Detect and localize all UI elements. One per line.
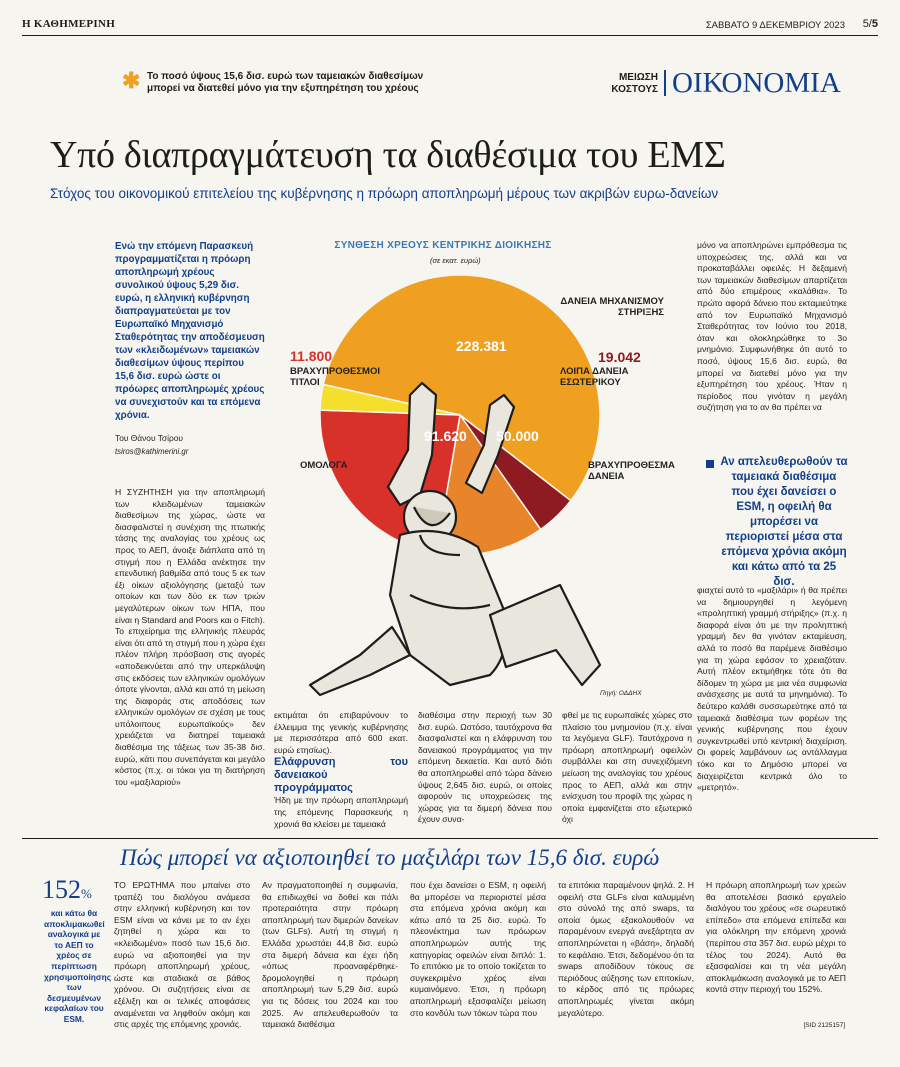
section-divider bbox=[664, 70, 666, 96]
page-number-value: 5 bbox=[871, 18, 878, 30]
pullquote: Αν απελευθερωθούν τα ταμειακά διαθέσιμα που έχει δανείσει ο ESM, η οφειλή θα μπορέσει να περιοριστεί μέσα στα επόμενα χρόνια ακόμη και κάτω από τα 25 δισ. bbox=[720, 456, 848, 588]
column-5b bbox=[697, 585, 847, 830]
box-column-3-text: που έχει δανείσει ο ESM, η οφειλή θα μπορέσει να περιοριστεί μέσα στα επόμενα χρόνια ακόμη και κάτω από τα 25 δισ. ευρώ. Το πλεονέκτημα των πρόωρων αποπληρωμών αυτής της κατηγορίας οφειλών είναι διπλό: 1. Το επιτόκιο με το οποίο τοκίζεται το συγκεκριμένο χρέος είναι κυμαινόμενο. Έτσι, η πρόωρη αποπληρωμή εξασφαλίζει μείωση στο κονδύλι των τόκων τώρα που bbox=[410, 880, 546, 1018]
slice-label-mechanism: ΔΑΝΕΙΑ ΜΗΧΑΝΙΣΜΟΥ ΣΤΗΡΙΞΗΣ bbox=[560, 296, 664, 318]
kicker bbox=[588, 72, 658, 96]
header-rule bbox=[22, 35, 878, 36]
box-column-5 bbox=[706, 880, 846, 1010]
box-column-1-text: ΤΟ ΕΡΩΤΗΜΑ που μπαίνει στο τραπέζι του διαλόγου ανάμεσα στην ελληνική κυβέρνηση και τον ESM είναι να κάνει με το αν έχει ζητηθεί η χώρα και το «κλειδωμένο» ποσό των 15,6 δισ. ευρώ να αξιοποιηθεί για την πρόωρη αποπληρωμή χρέους, ώστε και σταδιακά σε βάθος χρόνου. Οι συζητήσεις είναι σε εξέλιξη και οι τελικές αποφάσεις αναμένεται να ληφθούν ακόμη και στις αρχές της επόμενης χρονιάς. bbox=[114, 880, 250, 1030]
kicker-line2: ΚΟΣΤΟΥΣ bbox=[611, 84, 658, 95]
column-4 bbox=[562, 710, 692, 830]
kicker-line1: ΜΕΙΩΣΗ bbox=[618, 72, 658, 83]
headline: Υπό διαπραγμάτευση τα διαθέσιμα του ΕΜΣ bbox=[50, 134, 726, 176]
column-1-text: Η ΣΥΖΗΤΗΣΗ για την αποπληρωμή των κλειδωμένων ταμειακών διαθεσίμων της χώρας, ώστε να διασφαλιστεί η συνέχιση της πτωτικής τάσης της αναλογίας του χρέους ως προς το ΑΕΠ, άνοιξε διάπλατα από τη στιγμή που η Ελλάδα ανέκτησε την επενδυτική βαθμίδα από τους 5 εκ των έξι οίκων αξιολόγησης (μεταξύ των οποίων και των δύο εκ των τριών μεγαλύτερων οίκων των ΗΠΑ, που είναι η Standard and Poors και ο Fitch). Το επιχείρημα της ελληνικής πλευράς είναι ότι από τη στιγμή που η χώρα έχει πλέον πλήρη πρόσβαση στις αγορές «αποδεικνύεται από την υπερκάλυψη στις εκδόσεις των ελληνικών ομολόγων όποτε γίνονται, αλλά και από τη μείωση της διαφοράς στις αποδόσεις των ελληνικών ομολόγων σε σχέση με τους υπόλοιπους ευρωπαϊκούς» δεν χρειάζεται να διατηρεί ταμειακά διαθέσιμα της τάξεως των 35-38 δισ. ευρώ, κάτι που συνεπάγεται και μεγάλο κόστος (π.χ. οι τόκοι για τη διατήρηση του «μαξιλαριού» bbox=[115, 487, 265, 787]
box-rule bbox=[22, 838, 878, 839]
slice-label-shortterm-loans: ΒΡΑΧΥΠΡΟΘΕΣΜΑ ΔΑΝΕΙΑ bbox=[588, 460, 675, 482]
masthead: Η ΚΑΘΗΜΕΡΙΝΗ bbox=[22, 18, 116, 30]
teaser: Το ποσό ύψους 15,6 δισ. ευρώ των ταμειακών διαθεσίμων μπορεί να διατεθεί μόνο για την εξυπηρέτηση του χρέους bbox=[147, 71, 424, 94]
slice-value-mechanism: 228.381 bbox=[456, 338, 507, 354]
slice-label-bonds: ΟΜΟΛΟΓΑ bbox=[300, 460, 348, 471]
slice-label-domestic: ΛΟΙΠΑ ΔΑΝΕΙΑ ΕΣΩΤΕΡΙΚΟΥ bbox=[560, 366, 629, 388]
column-3 bbox=[418, 710, 552, 830]
stat-value bbox=[42, 876, 92, 908]
section-title: ΟΙΚΟΝΟΜΙΑ bbox=[672, 67, 841, 99]
column-1 bbox=[115, 487, 265, 830]
column-2-subhead: Ελάφρυνση του δανειακού προγράμματος bbox=[274, 756, 408, 795]
pullquote-square-icon bbox=[706, 460, 714, 468]
box-column-1 bbox=[114, 880, 250, 1030]
pie-chart bbox=[260, 255, 620, 705]
box-column-2 bbox=[262, 880, 398, 1030]
page-prefix: 5/ bbox=[862, 18, 872, 30]
column-5-text: μόνο να αποπληρώνει εμπρόθεσμα τις υποχρεώσεις της, αλλά και να προκαταβάλλει οφειλές. Η δεξαμενή των ταμειακών διαθεσίμων απαρτίζεται από δύο επιμέρους «καλάθια». Το πρώτο αφορά δάνειο που εκταμιεύτηκε από τον Ευρωπαϊκό Μηχανισμό Σταθερότητας τον Ιούνιο του 2018, όταν και ολοκληρώθηκε το 3ο μνημόνιο. Συμφωνήθηκε ότι αυτό το ποσό, ύψους 15,6 δισ. ευρώ, θα μπορεί να διατεθεί μόνο για την εξυπηρέτηση του χρέους. Ήταν η περίοδος που γινόταν η μεγάλη συζήτηση για το αν θα πρέπει να bbox=[697, 240, 847, 413]
column-2b-text: Ήδη με την πρόωρη αποπληρωμή της επόμενης Παρασκευής η χρονιά θα κλείσει με ταμειακά bbox=[274, 795, 408, 829]
box-column-3 bbox=[410, 880, 546, 1030]
page-number bbox=[863, 18, 878, 30]
byline: Του Θάνου Τσίρου bbox=[115, 433, 183, 443]
column-5b-text: φιαχτεί αυτό το «μαξιλάρι» ή θα πρέπει να δημιουργηθεί η λεγόμενη «προληπτική γραμμή στήριξης» (π.χ. η διαφορά είναι ότι με την προληπτική γραμμή δεν θα γινόταν εκταμίευση, αλλά το ποσό θα παρέμενε διαθέσιμο για τη χώρα εφόσον το χρειαζόταν. Αυτή πλέον εκτιμήθηκε τότε ότι θα δίδομεν τη χώρα με μια νέα συμφωνία ανάσχεσης με αυτά τα μηνημόνια). Το δεύτερο καλάθι συσσωρεύτηκε από τα ταμειακά διαθέσιμα των φορέων της γενικής κυβέρνησης που έχουν συγκεντρωθεί υπό κεντρική διαχείριση. Οι φορείς λαμβάνουν ως αντάλλαγμα τόκο και το Δημόσιο μπορεί να διαχειρίζεται κεντρικά όλο το «μετρητό». bbox=[697, 585, 847, 793]
column-4-text: φθεί με τις ευρωπαϊκές χώρες στο πλαίσιο του μνημονίου (π.χ. είναι τα λεγόμενα GLF). Ταυτόχρονα η πρόωρη αποπληρωμή οφειλών συμβάλλει και στη συνεχιζόμενη μείωση της αναλογίας του χρέους προς το ΑΕΠ, αλλά και στην ενίσχυση του προφίλ της χώρας η οποία εμφανίζεται στο εξωτερικό όχι bbox=[562, 710, 692, 825]
stat-number: 152 bbox=[42, 875, 81, 904]
signoff: [SID 2125157] bbox=[803, 1022, 845, 1029]
lead bbox=[115, 240, 265, 458]
slice-value-domestic: 19.042 bbox=[598, 349, 641, 365]
column-5 bbox=[697, 240, 847, 452]
lead-text: Ενώ την επόμενη Παρασκευή προγραμματίζεται η πρόωρη αποπληρωμή χρέους συνολικού ύψους 5,29 δισ. ευρώ, η ελληνική κυβέρνηση διαπραγματεύεται με τον Ευρωπαϊκό Μηχανισμό Σταθερότητας την αποδέσμευση των «κλειδωμένων» ταμειακών διαθεσίμων ύψους περίπου 15,6 δισ. ευρώ ώστε οι πρόωρες αποπληρωμές χρέους να συνεχιστούν και τα επόμενα χρόνια. bbox=[115, 241, 265, 421]
asterisk-icon: ✱ bbox=[122, 68, 141, 93]
slice-value-shortterm-titles: 11.800 bbox=[290, 348, 333, 364]
author-email: tsiros@kathimerini.gr bbox=[115, 447, 189, 456]
stat-text: και κάτω θα αποκλιμακωθεί αναλογικά με το ΑΕΠ το χρέος σε περίπτωση χρησιμοποίησης των δεσμευμένων κεφαλαίων του ESM. bbox=[44, 908, 112, 1024]
column-3-text: διαθέσιμα στην περιοχή των 30 δισ. ευρώ. Ωστόσο, ταυτόχρονα θα διασφαλιστεί και η ελάφρυνση του δανειακού προγράμματος για την επόμενη δεκαετία. Και αυτό διότι θα αποπληρωθεί από τώρα δάνειο ύψους 2,645 δισ. ευρώ, οι οποίες αφορούν τις υποχρεώσεις της χώρας για τα διμερή δάνεια που έχουν συνα- bbox=[418, 710, 552, 825]
issue-date: ΣΑΒΒΑΤΟ 9 ΔΕΚΕΜΒΡΙΟΥ 2023 bbox=[705, 20, 845, 31]
pie-slices bbox=[320, 275, 600, 555]
slice-value-shortterm-loans: 50.000 bbox=[496, 428, 539, 444]
column-2-text: εκτιμάται ότι επιβαρύνουν το έλλειμμα της γενικής κυβέρνησης με περισσότερα από 600 εκατ. ευρώ ετησίως). bbox=[274, 710, 408, 755]
box-column-4-text: τα επιτόκια παραμένουν ψηλά. 2. Η οφειλή στα GLFs είναι καλυμμένη στο σύνολό της από swaps, τα οποία όμως εξακολουθούν να παραμένουν ενεργά ανεξάρτητα αν αποπληρώνεται η «βάση», δηλαδή το κεφάλαιο. Έτσι, δεδομένου ότι τα swaps αποδίδουν τόκους σε περιόδους αύξησης των επιτοκίων, το κέρδος από τις πρόωρες αποπληρωμές γίνεται ακόμη μεγαλύτερο. bbox=[558, 880, 694, 1018]
box-column-2-text: Αν πραγματοποιηθεί η συμφωνία, θα επιδιωχθεί να δοθεί και πάλι προτεραιότητα στην πρόωρη αποπληρωμή των διμερών δανείων (των GLFs). Αυτή τη στιγμή η Ελλάδα χρωστάει 44,8 δισ. ευρώ στα διμερή δάνεια και έχει ήδη «όπως προαναφέρθηκε-δρομολογηθεί η πρόωρη αποπληρωμή των 5,29 δισ. ευρώ για τις δόσεις του 2024 και του 2025. Αν απελευθερωθούν τα ταμειακά διαθέσιμα bbox=[262, 880, 398, 1030]
box-column-4 bbox=[558, 880, 694, 1030]
column-2 bbox=[274, 710, 408, 830]
chart-source: Πηγή: ΟΔΔΗΧ bbox=[600, 690, 642, 697]
chart-title: ΣΥΝΘΕΣΗ ΧΡΕΟΥΣ ΚΕΝΤΡΙΚΗΣ ΔΙΟΙΚΗΣΗΣ bbox=[334, 240, 552, 251]
box-title: Πώς μπορεί να αξιοποιηθεί το μαξιλάρι των 15,6 δισ. ευρώ bbox=[120, 845, 660, 870]
slice-label-shortterm-titles: ΒΡΑΧΥΠΡΟΘΕΣΜΟΙ ΤΙΤΛΟΙ bbox=[290, 366, 380, 388]
slice-value-bonds: 91.620 bbox=[424, 428, 467, 444]
stat-unit: % bbox=[81, 886, 92, 901]
chart-subtitle: (σε εκατ. ευρώ) bbox=[430, 256, 481, 265]
box-column-5-text: Η πρόωρη αποπληρωμή των χρεών θα αποτελέσει βασικό εργαλείο διαλόγου του χρέους «σε σωρευτικό επίπεδο» στα επόμενα επίπεδα και για ολόκληρη την επόμενη χρονιά (περίπου στα 357 δισ. ευρώ μέχρι το τέλος του 2024). Αυτό θα εξασφαλίσει και τη νέα μεγάλη αποκλιμάκωση αναλογικά με το ΑΕΠ κοντά στην περιοχή του 152%. bbox=[706, 880, 846, 995]
subheadline: Στόχος του οικονομικού επιτελείου της κυβέρνησης η πρόωρη αποπληρωμή μέρους των ακριβών ευρω-δανείων bbox=[50, 186, 719, 201]
